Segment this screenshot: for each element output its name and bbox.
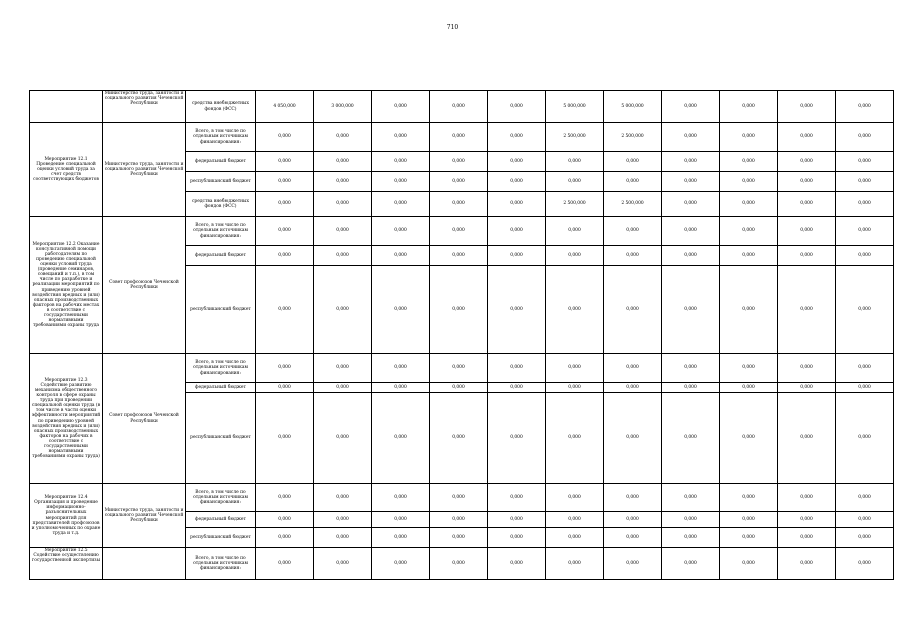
- amount-cell: 0,000: [662, 217, 720, 246]
- amount-cell: 0,000: [256, 123, 314, 152]
- amount-cell: 0,000: [314, 266, 372, 354]
- amount-cell: 0,000: [256, 217, 314, 246]
- amount-cell: 0,000: [604, 246, 662, 266]
- amount-cell: 0,000: [662, 91, 720, 123]
- amount-cell: 0,000: [662, 484, 720, 512]
- amount-cell: 0,000: [372, 383, 430, 393]
- amount-cell: 0,000: [836, 246, 894, 266]
- amount-cell: 5 000,000: [604, 91, 662, 123]
- amount-cell: 0,000: [604, 383, 662, 393]
- amount-cell: 0,000: [256, 383, 314, 393]
- amount-cell: 0,000: [314, 246, 372, 266]
- amount-cell: 0,000: [836, 91, 894, 123]
- amount-cell: 0,000: [430, 152, 488, 172]
- amount-cell: 3 000,000: [314, 91, 372, 123]
- amount-cell: 0,000: [720, 383, 778, 393]
- amount-cell: 0,000: [662, 266, 720, 354]
- executor-cell: Совет профсоюзов Чеченской Республики: [103, 217, 186, 354]
- amount-cell: 0,000: [662, 246, 720, 266]
- amount-cell: 0,000: [604, 266, 662, 354]
- amount-cell: 0,000: [836, 512, 894, 528]
- amount-cell: 0,000: [778, 354, 836, 383]
- event-name-cell: Мероприятие 12.2 Оказание консультативной помощи работодателям по проведению специальной оценки условий труда (проведение семинаров, совещаний и т.п.), в том числе по разработке и реализации мероприятий по приведению уровней воздействия вредных и (или) опасных производственных факторов на рабочих местах в соответствие с государственными нормативными требованиями охраны труда: [30, 217, 103, 354]
- amount-cell: 0,000: [256, 246, 314, 266]
- amount-cell: 0,000: [720, 172, 778, 192]
- amount-cell: 0,000: [546, 172, 604, 192]
- amount-cell: 2 500,000: [604, 192, 662, 217]
- executor-cell: Министерство труда, занятости и социального развития Чеченской Республики: [103, 123, 186, 217]
- amount-cell: 0,000: [488, 152, 546, 172]
- amount-cell: 0,000: [256, 548, 314, 580]
- amount-cell: 0,000: [662, 152, 720, 172]
- amount-cell: 0,000: [314, 512, 372, 528]
- amount-cell: 0,000: [546, 383, 604, 393]
- amount-cell: 0,000: [662, 548, 720, 580]
- amount-cell: 0,000: [430, 548, 488, 580]
- amount-cell: 0,000: [546, 266, 604, 354]
- table-row: [30, 548, 894, 580]
- amount-cell: 0,000: [430, 393, 488, 484]
- amount-cell: 0,000: [546, 512, 604, 528]
- amount-cell: 0,000: [720, 246, 778, 266]
- executor-cell: [103, 548, 186, 580]
- amount-cell: 0,000: [372, 266, 430, 354]
- event-name-cell: Мероприятие 12.1 Проведение специальной оценки условий труда за счет средств соответствующих бюджетов: [30, 123, 103, 217]
- amount-cell: 0,000: [372, 354, 430, 383]
- amount-cell: 0,000: [836, 217, 894, 246]
- funding-source-cell: средства внебюджетных фондов (ФСС): [186, 91, 256, 123]
- executor-cell: Министерство труда, занятости и социального развития Чеченской Республики: [103, 91, 186, 123]
- amount-cell: 0,000: [372, 172, 430, 192]
- amount-cell: 0,000: [488, 266, 546, 354]
- amount-cell: 0,000: [430, 91, 488, 123]
- executor-cell: Совет профсоюзов Чеченской Республики: [103, 354, 186, 484]
- amount-cell: 0,000: [720, 91, 778, 123]
- amount-cell: 0,000: [836, 528, 894, 548]
- amount-cell: 0,000: [314, 172, 372, 192]
- amount-cell: 0,000: [314, 383, 372, 393]
- amount-cell: 0,000: [430, 123, 488, 152]
- amount-cell: 2 500,000: [546, 123, 604, 152]
- funding-source-cell: республиканский бюджет: [186, 393, 256, 484]
- amount-cell: 0,000: [836, 123, 894, 152]
- funding-source-cell: федеральный бюджет: [186, 152, 256, 172]
- amount-cell: 0,000: [662, 393, 720, 484]
- amount-cell: 0,000: [314, 528, 372, 548]
- amount-cell: 0,000: [604, 217, 662, 246]
- amount-cell: 0,000: [372, 512, 430, 528]
- amount-cell: 0,000: [720, 484, 778, 512]
- amount-cell: 0,000: [604, 512, 662, 528]
- amount-cell: 0,000: [778, 383, 836, 393]
- amount-cell: 0,000: [778, 266, 836, 354]
- amount-cell: 0,000: [604, 548, 662, 580]
- amount-cell: 2 500,000: [546, 192, 604, 217]
- amount-cell: 0,000: [662, 123, 720, 152]
- amount-cell: 0,000: [488, 192, 546, 217]
- amount-cell: 0,000: [488, 383, 546, 393]
- amount-cell: 0,000: [314, 484, 372, 512]
- amount-cell: 0,000: [488, 246, 546, 266]
- amount-cell: 0,000: [720, 512, 778, 528]
- amount-cell: 0,000: [256, 354, 314, 383]
- amount-cell: 0,000: [778, 484, 836, 512]
- amount-cell: 0,000: [430, 484, 488, 512]
- table-row: [30, 217, 894, 246]
- amount-cell: 0,000: [720, 528, 778, 548]
- amount-cell: 0,000: [662, 528, 720, 548]
- amount-cell: 0,000: [372, 123, 430, 152]
- amount-cell: 0,000: [314, 354, 372, 383]
- amount-cell: 0,000: [372, 548, 430, 580]
- funding-source-cell: республиканский бюджет: [186, 266, 256, 354]
- budget-table: [29, 90, 894, 580]
- amount-cell: 0,000: [314, 152, 372, 172]
- amount-cell: 0,000: [662, 354, 720, 383]
- event-name-cell: Мероприятие 12.3 Содействие развитию механизма общественного контроля в сфере охраны труда при проведении специальной оценки труда (в том числе в части оценки эффективности мероприятий по приведению уровней воздействия вредных и (или) опасных производственных факторов на рабочих в соответствие с государственными нормативными требованиями охраны труда): [30, 354, 103, 484]
- amount-cell: 0,000: [372, 217, 430, 246]
- amount-cell: 0,000: [430, 192, 488, 217]
- amount-cell: 0,000: [604, 172, 662, 192]
- amount-cell: 0,000: [720, 266, 778, 354]
- amount-cell: 0,000: [372, 484, 430, 512]
- amount-cell: 0,000: [488, 91, 546, 123]
- amount-cell: 0,000: [430, 217, 488, 246]
- amount-cell: 0,000: [546, 393, 604, 484]
- executor-cell: Министерство труда, занятости и социального развития Чеченской Республики: [103, 484, 186, 548]
- amount-cell: 0,000: [836, 266, 894, 354]
- amount-cell: 0,000: [430, 246, 488, 266]
- funding-source-cell: Всего, в том числе по отдельным источникам финансирования:: [186, 484, 256, 512]
- amount-cell: 0,000: [314, 123, 372, 152]
- amount-cell: 0,000: [372, 393, 430, 484]
- amount-cell: 0,000: [256, 528, 314, 548]
- amount-cell: 0,000: [372, 246, 430, 266]
- funding-source-cell: Всего, в том числе по отдельным источникам финансирования:: [186, 123, 256, 152]
- funding-source-cell: Всего, в том числе по отдельным источникам финансирования:: [186, 354, 256, 383]
- amount-cell: 0,000: [720, 152, 778, 172]
- funding-source-cell: федеральный бюджет: [186, 383, 256, 393]
- amount-cell: 0,000: [778, 91, 836, 123]
- amount-cell: 0,000: [836, 393, 894, 484]
- amount-cell: 0,000: [256, 192, 314, 217]
- amount-cell: 0,000: [662, 172, 720, 192]
- amount-cell: 0,000: [372, 152, 430, 172]
- amount-cell: 0,000: [430, 354, 488, 383]
- amount-cell: 0,000: [836, 548, 894, 580]
- amount-cell: 0,000: [836, 484, 894, 512]
- amount-cell: 0,000: [778, 512, 836, 528]
- amount-cell: 0,000: [372, 192, 430, 217]
- amount-cell: 0,000: [430, 266, 488, 354]
- amount-cell: 2 500,000: [604, 123, 662, 152]
- table-row: [30, 123, 894, 152]
- amount-cell: 0,000: [662, 512, 720, 528]
- amount-cell: 0,000: [720, 123, 778, 152]
- amount-cell: 0,000: [314, 217, 372, 246]
- funding-source-cell: Всего, в том числе по отдельным источникам финансирования:: [186, 217, 256, 246]
- table-row: [30, 91, 894, 123]
- amount-cell: 0,000: [778, 528, 836, 548]
- amount-cell: 0,000: [488, 512, 546, 528]
- amount-cell: 0,000: [604, 354, 662, 383]
- amount-cell: 0,000: [488, 548, 546, 580]
- event-name-cell: [30, 91, 103, 123]
- amount-cell: 0,000: [778, 246, 836, 266]
- amount-cell: 0,000: [604, 152, 662, 172]
- amount-cell: 0,000: [662, 192, 720, 217]
- amount-cell: 0,000: [778, 217, 836, 246]
- amount-cell: 0,000: [314, 192, 372, 217]
- amount-cell: 0,000: [314, 548, 372, 580]
- amount-cell: 0,000: [778, 123, 836, 152]
- amount-cell: 0,000: [430, 383, 488, 393]
- amount-cell: 0,000: [662, 383, 720, 393]
- amount-cell: 0,000: [488, 528, 546, 548]
- funding-source-cell: средства внебюджетных фондов (ФСС): [186, 192, 256, 217]
- amount-cell: 0,000: [488, 354, 546, 383]
- amount-cell: 0,000: [488, 217, 546, 246]
- amount-cell: 0,000: [372, 91, 430, 123]
- amount-cell: 0,000: [720, 217, 778, 246]
- amount-cell: 5 000,000: [546, 91, 604, 123]
- amount-cell: 0,000: [836, 192, 894, 217]
- amount-cell: 0,000: [720, 393, 778, 484]
- funding-source-cell: федеральный бюджет: [186, 246, 256, 266]
- amount-cell: 0,000: [546, 548, 604, 580]
- amount-cell: 0,000: [256, 484, 314, 512]
- amount-cell: 0,000: [720, 548, 778, 580]
- amount-cell: 0,000: [430, 172, 488, 192]
- table-row: [30, 484, 894, 512]
- event-name-cell: Мероприятие 12.4 Организация и проведение информационно-разъяснительных мероприятий для представителей профсоюзов и уполномоченных по охране труда и т.д.: [30, 484, 103, 548]
- amount-cell: 0,000: [430, 512, 488, 528]
- table-row: [30, 354, 894, 383]
- amount-cell: 0,000: [488, 123, 546, 152]
- amount-cell: 0,000: [836, 172, 894, 192]
- amount-cell: 0,000: [604, 528, 662, 548]
- page-number: 710: [446, 24, 459, 31]
- amount-cell: 0,000: [778, 393, 836, 484]
- funding-source-cell: республиканский бюджет: [186, 528, 256, 548]
- amount-cell: 0,000: [488, 484, 546, 512]
- amount-cell: 0,000: [546, 528, 604, 548]
- amount-cell: 0,000: [546, 354, 604, 383]
- amount-cell: 0,000: [256, 512, 314, 528]
- amount-cell: 0,000: [778, 548, 836, 580]
- amount-cell: 0,000: [836, 383, 894, 393]
- funding-source-cell: федеральный бюджет: [186, 512, 256, 528]
- amount-cell: 0,000: [314, 393, 372, 484]
- table-body: [30, 91, 894, 580]
- amount-cell: 0,000: [372, 528, 430, 548]
- amount-cell: 0,000: [546, 484, 604, 512]
- amount-cell: 0,000: [256, 152, 314, 172]
- amount-cell: 0,000: [256, 172, 314, 192]
- amount-cell: 0,000: [256, 266, 314, 354]
- amount-cell: 4 050,000: [256, 91, 314, 123]
- amount-cell: 0,000: [836, 354, 894, 383]
- amount-cell: 0,000: [778, 192, 836, 217]
- amount-cell: 0,000: [546, 152, 604, 172]
- amount-cell: 0,000: [488, 172, 546, 192]
- event-name-cell: Мероприятие 12.5 Содействие осуществлению государственной экспертизы: [30, 548, 103, 580]
- amount-cell: 0,000: [778, 172, 836, 192]
- funding-source-cell: республиканский бюджет: [186, 172, 256, 192]
- amount-cell: 0,000: [604, 484, 662, 512]
- amount-cell: 0,000: [430, 528, 488, 548]
- amount-cell: 0,000: [720, 192, 778, 217]
- amount-cell: 0,000: [488, 393, 546, 484]
- amount-cell: 0,000: [604, 393, 662, 484]
- amount-cell: 0,000: [546, 217, 604, 246]
- amount-cell: 0,000: [836, 152, 894, 172]
- amount-cell: 0,000: [778, 152, 836, 172]
- amount-cell: 0,000: [546, 246, 604, 266]
- amount-cell: 0,000: [256, 393, 314, 484]
- funding-source-cell: Всего, в том числе по отдельным источникам финансирования:: [186, 548, 256, 580]
- amount-cell: 0,000: [720, 354, 778, 383]
